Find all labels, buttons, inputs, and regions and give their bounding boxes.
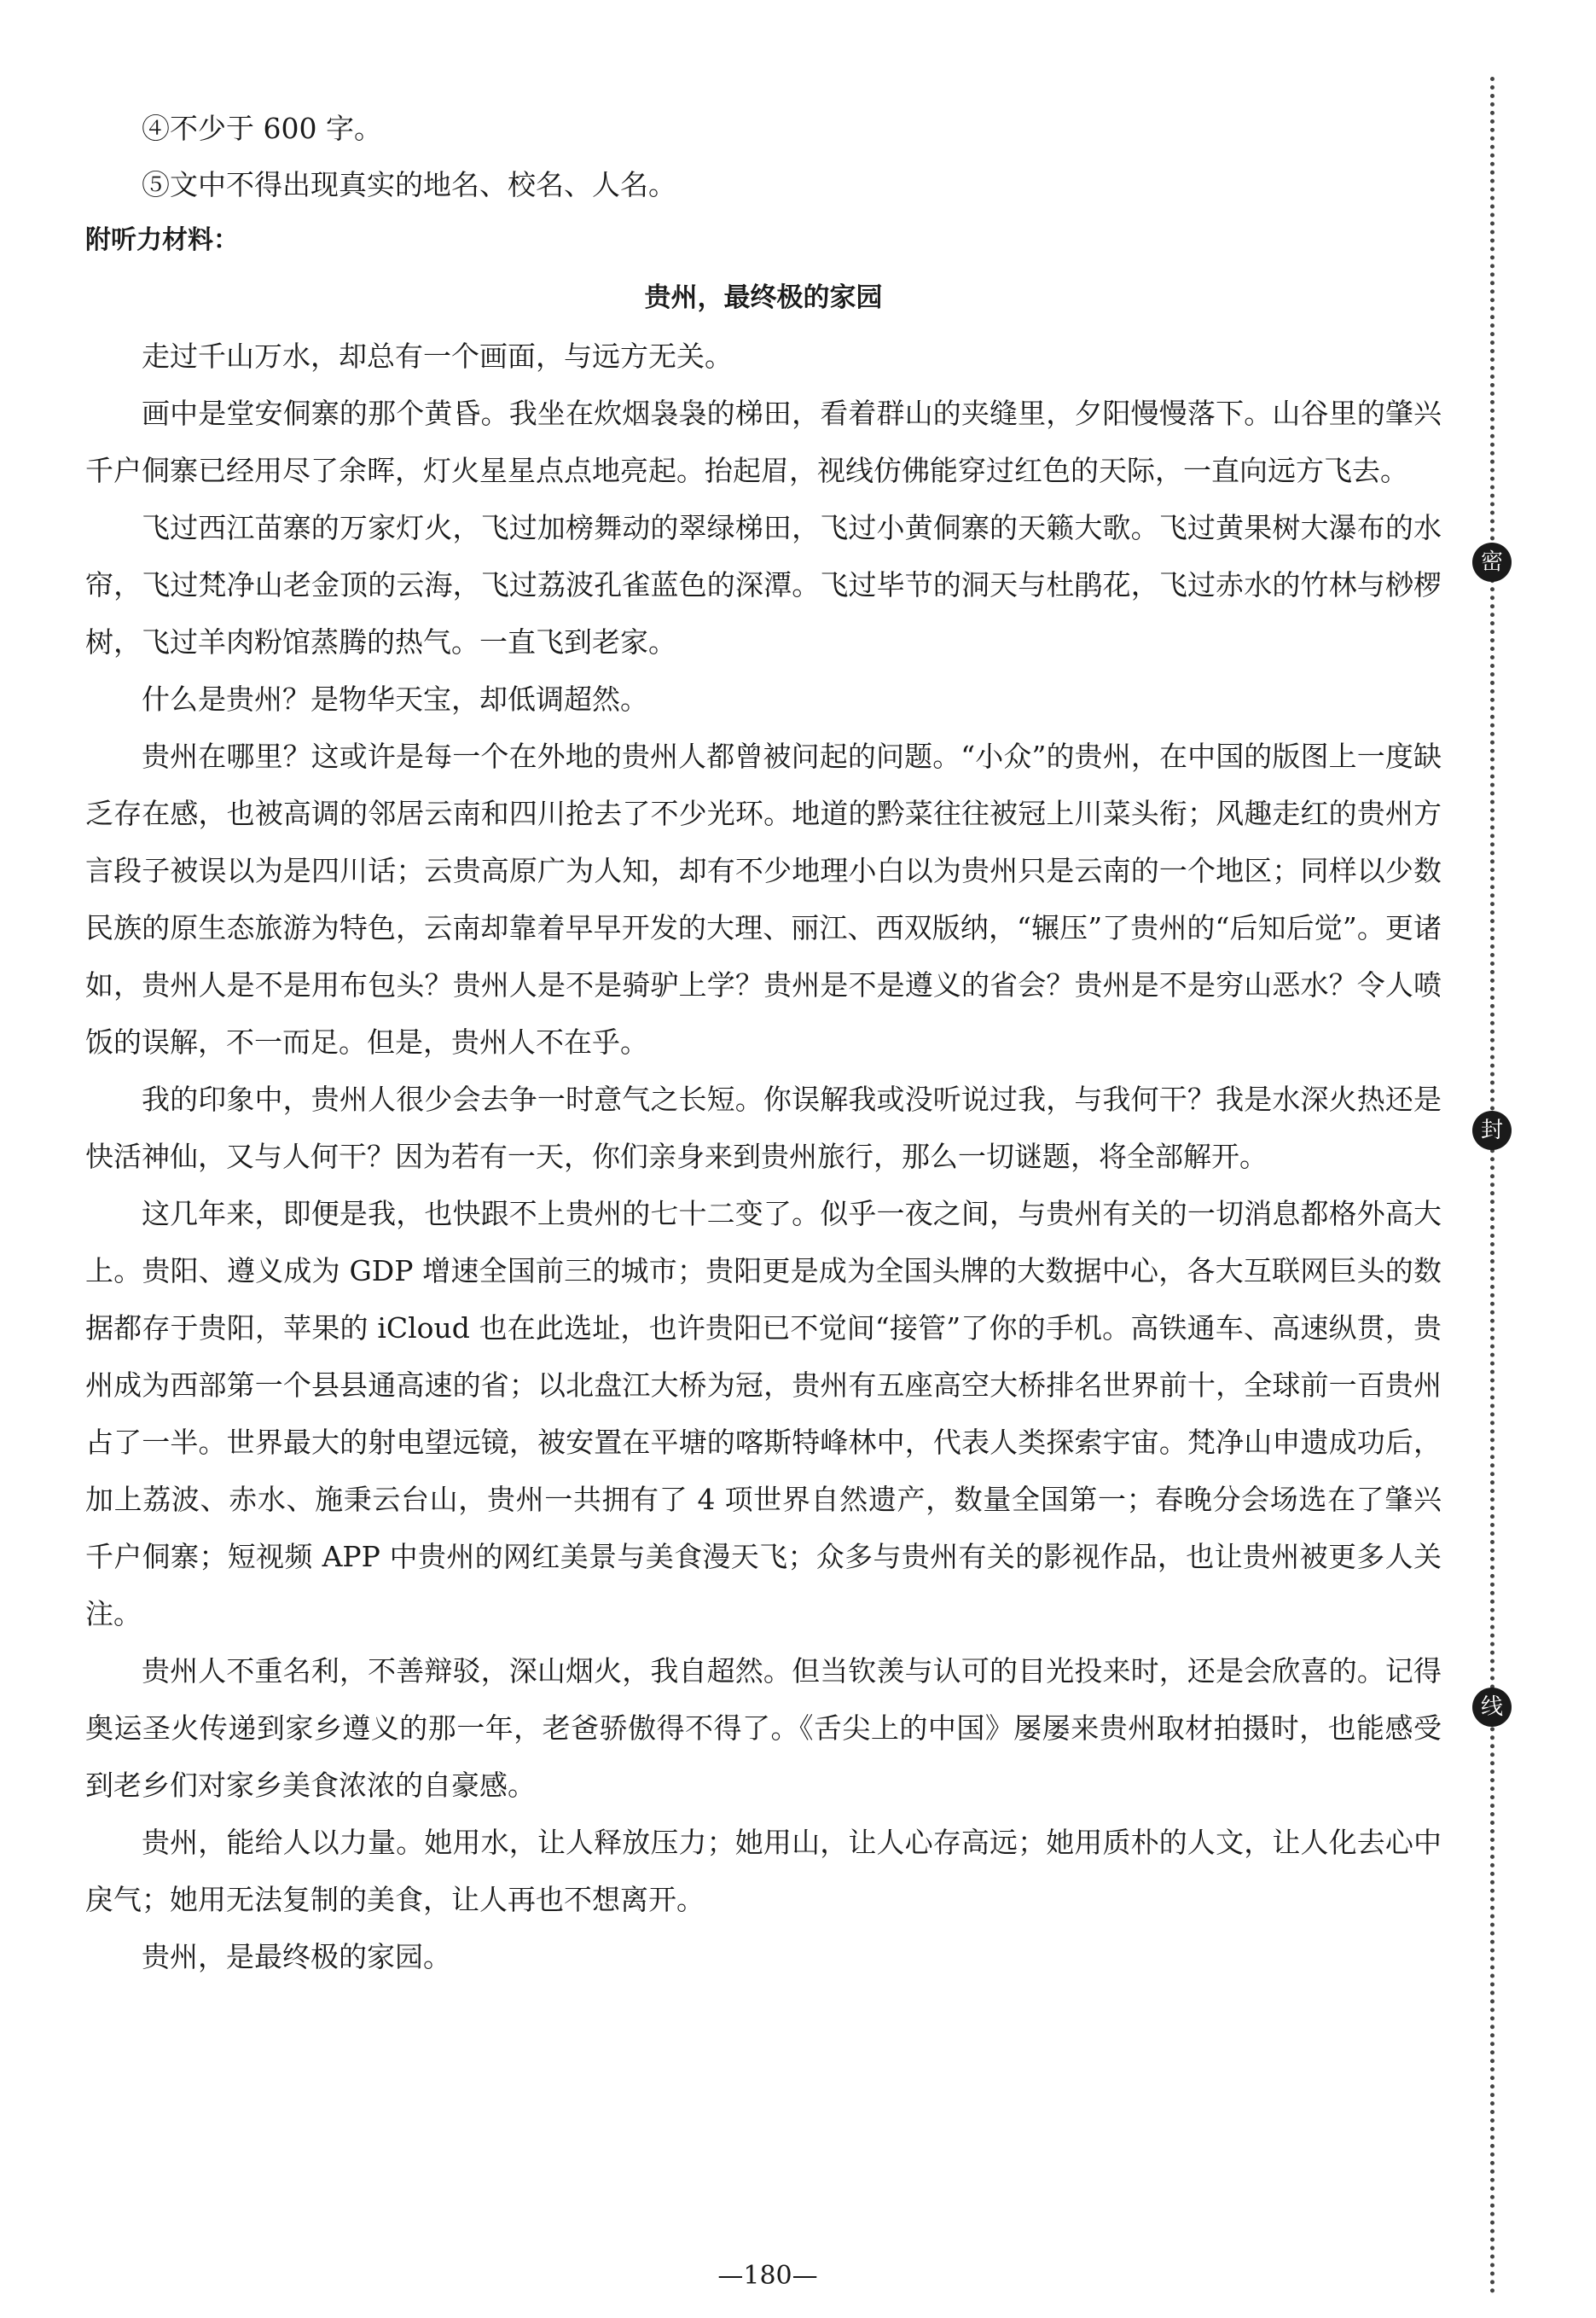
page-content bbox=[85, 101, 1442, 1985]
page-number: —180— bbox=[717, 2261, 818, 2291]
binding-dotted-line bbox=[1490, 77, 1494, 2295]
essay-paragraph: 走过千山万水，却总有一个画面，与远方无关。 bbox=[142, 340, 733, 373]
essay-body bbox=[85, 328, 1442, 1985]
requirement-item: ⑤文中不得出现真实的地名、校名、人名。 bbox=[142, 168, 676, 201]
essay-paragraph: 贵州，是最终极的家园。 bbox=[142, 1940, 451, 1973]
essay-title: 贵州，最终极的家园 bbox=[644, 282, 883, 313]
essay-paragraph: 贵州在哪里？这或许是每一个在外地的贵州人都曾被问起的问题。“小众”的贵州，在中国的版图上一度缺乏存在感，也被高调的邻居云南和四川抢去了不少光环。地道的黔菜往往被冠上川菜头衔；风趣走红的贵州方言段子被误以为是四川话；云贵高原广为人知，却有不少地理小白以为贵州只是云南的一个地区；同样以少数民族的原生态旅游为特色，云南却靠着早早开发的大理、丽江、西双版纳，“辗压”了贵州的“后知后觉”。更诸如，贵州人是不是用布包头？贵州人是不是骑驴上学？贵州是不是遵义的省会？贵州是不是穷山恶水？令人喷饭的误解，不一而足。但是，贵州人不在乎。 bbox=[85, 740, 1442, 1059]
essay-paragraph: 贵州人不重名利，不善辩驳，深山烟火，我自超然。但当钦羡与认可的目光投来时，还是会欣喜的。记得奥运圣火传递到家乡遵义的那一年，老爸骄傲得不得了。《舌尖上的中国》屡屡来贵州取材拍摄时，也能感受到老乡们对家乡美食浓浓的自豪感。 bbox=[85, 1654, 1442, 1802]
binding-mark-xian: 线 bbox=[1472, 1688, 1512, 1727]
binding-mark-feng: 封 bbox=[1472, 1111, 1512, 1150]
essay-paragraph: 画中是堂安侗寨的那个黄昏。我坐在炊烟袅袅的梯田，看着群山的夹缝里，夕阳慢慢落下。山谷里的肇兴千户侗寨已经用尽了余晖，灯火星星点点地亮起。抬起眉，视线仿佛能穿过红色的天际，一直向远方飞去。 bbox=[85, 397, 1442, 487]
essay-paragraph: 这几年来，即便是我，也快跟不上贵州的七十二变了。似乎一夜之间，与贵州有关的一切消息都格外高大上。贵阳、遵义成为 GDP 增速全国前三的城市；贵阳更是成为全国头牌的大数据中心，各大互联网巨头的数据都存于贵阳，苹果的 iCloud 也在此选址，也许贵阳已不觉间“接管”了你的手机。高铁通车、高速纵贯，贵州成为西部第一个县县通高速的省；以北盘江大桥为冠，贵州有五座高空大桥排名世界前十，全球前一百贵州占了一半。世界最大的射电望远镜，被安置在平塘的喀斯特峰林中，代表人类探索宇宙。梵净山申遗成功后，加上荔波、赤水、施秉云台山，贵州一共拥有了 4 项世界自然遗产，数量全国第一；春晚分会场选在了肇兴千户侗寨；短视频 APP 中贵州的网红美景与美食漫天飞；众多与贵州有关的影视作品，也让贵州被更多人关注。 bbox=[85, 1197, 1442, 1630]
essay-paragraph: 贵州，能给人以力量。她用水，让人释放压力；她用山，让人心存高远；她用质朴的人文，让人化去心中戾气；她用无法复制的美食，让人再也不想离开。 bbox=[85, 1826, 1442, 1916]
essay-paragraph: 飞过西江苗寨的万家灯火，飞过加榜舞动的翠绿梯田，飞过小黄侗寨的天籁大歌。飞过黄果树大瀑布的水帘，飞过梵净山老金顶的云海，飞过荔波孔雀蓝色的深潭。飞过毕节的洞天与杜鹃花，飞过赤水的竹林与桫椤树，飞过羊肉粉馆蒸腾的热气。一直飞到老家。 bbox=[85, 511, 1442, 659]
requirement-item: ④不少于 600 字。 bbox=[142, 112, 382, 145]
essay-paragraph: 什么是贵州？是物华天宝，却低调超然。 bbox=[142, 683, 648, 716]
appendix-heading: 附听力材料： bbox=[85, 225, 239, 255]
binding-mark-mi: 密 bbox=[1472, 543, 1512, 582]
essay-paragraph: 我的印象中，贵州人很少会去争一时意气之长短。你误解我或没听说过我，与我何干？我是水深火热还是快活神仙，又与人何干？因为若有一天，你们亲身来到贵州旅行，那么一切谜题，将全部解开。 bbox=[85, 1083, 1442, 1173]
